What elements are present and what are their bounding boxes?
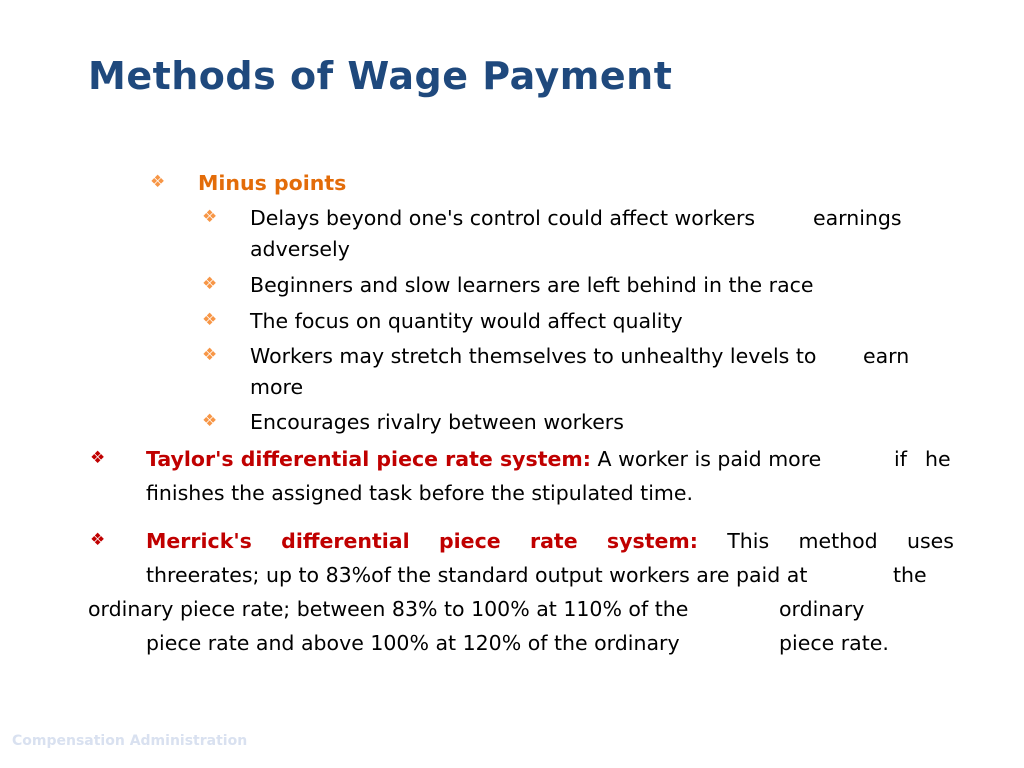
merrick-term-word: Merrick's [146,529,252,553]
merrick-text-word: method [798,529,878,553]
diamond-bullet-icon: ❖ [202,207,218,227]
merrick-line-4-end: piece rate. [779,631,889,655]
merrick-line-2-end: the [893,563,927,587]
merrick-line-4: piece rate and above 100% at 120% of the ordinary [146,631,680,655]
merrick-line-3: ordinary piece rate; between 83% to 100% at 110% of the [88,597,689,621]
diamond-bullet-icon: ❖ [202,310,218,330]
merrick-term-word: piece [438,529,501,553]
diamond-bullet-icon: ❖ [90,530,106,550]
minus-point-1-cont: adversely [250,237,350,261]
merrick-term-word: rate [529,529,578,553]
merrick-line-3-end: ordinary [779,597,865,621]
taylor-text-if: if [894,447,907,471]
merrick-line-2: threerates; up to 83%of the standard output workers are paid at [146,563,808,587]
minus-point-4-end: earn [863,344,910,368]
diamond-bullet-icon: ❖ [90,448,106,468]
diamond-bullet-icon: ❖ [202,274,218,294]
taylor-term: Taylor's differential piece rate system: [146,447,591,471]
footer-text: Compensation Administration [12,733,248,749]
diamond-bullet-icon: ❖ [150,172,166,192]
diamond-bullet-icon: ❖ [202,345,218,365]
taylor-text: A worker is paid more [597,447,822,471]
minus-point-4-cont: more [250,375,304,399]
merrick-term-word: system: [606,529,698,553]
merrick-term-word: differential [281,529,410,553]
minus-point-1-end: earnings [813,206,902,230]
diamond-bullet-icon: ❖ [202,411,218,431]
minus-points-heading: Minus points [198,171,347,195]
taylor-text-he: he [925,447,951,471]
minus-point-3: The focus on quantity would affect quality [250,309,683,333]
minus-point-5: Encourages rivalry between workers [250,410,624,434]
merrick-text-word: This [727,529,770,553]
taylor-line-2: finishes the assigned task before the stipulated time. [146,481,694,505]
minus-point-1: Delays beyond one's control could affect workers [250,206,756,230]
merrick-line-1 [146,526,954,557]
minus-point-4: Workers may stretch themselves to unhealthy levels to [250,344,817,368]
merrick-text-word: uses [906,529,954,553]
slide-title: Methods of Wage Payment [88,54,673,98]
minus-point-2: Beginners and slow learners are left behind in the race [250,273,814,297]
taylor-line-1 [146,444,821,475]
